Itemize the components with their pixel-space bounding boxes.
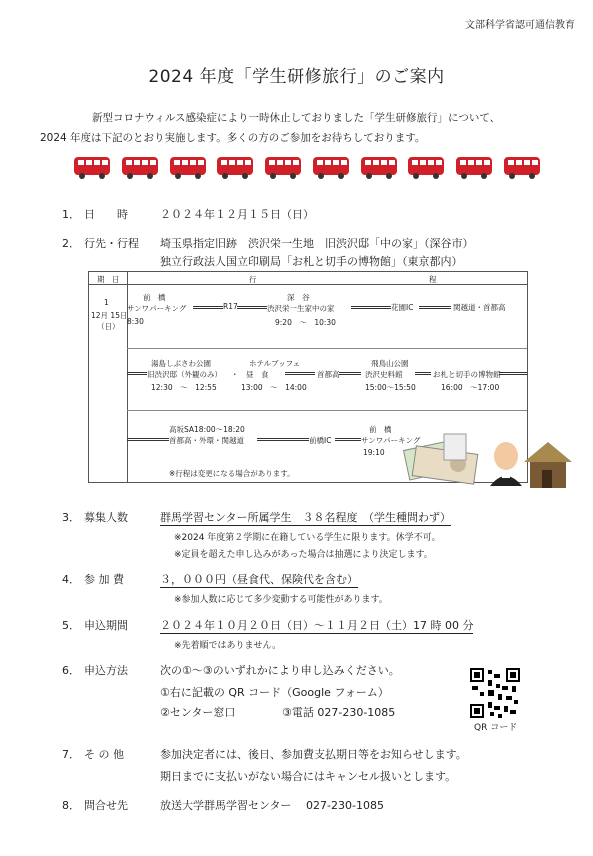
item-route: [62, 235, 474, 251]
bus-icon: [406, 154, 446, 180]
route-segment: [193, 306, 223, 309]
stop-time: 16:00 ～17:00: [441, 383, 500, 392]
rest-stop: 高坂SA18:00～18:20: [169, 425, 245, 434]
item-number: 2．: [62, 237, 80, 250]
road-label: 首都高・外環・関越道: [169, 436, 244, 445]
route-segment: [499, 372, 527, 375]
item-date: [62, 206, 314, 222]
item-number: 7．: [62, 748, 80, 761]
stop-detail: サンワパーキング: [361, 436, 421, 445]
item-fee: [62, 571, 358, 587]
other-line-1: 参加決定者には、後日、参加費支払期日等をお知らせします。: [160, 748, 467, 761]
method-line-3a: ②センター窓口: [160, 706, 236, 719]
route-segment: [237, 306, 267, 309]
method-line-1: 次の①～③のいずれかにより申し込みください。: [160, 664, 400, 677]
route-segment: [127, 438, 169, 441]
intro-line-1: 新型コロナウィルス感染症により一時休止しておりました「学生研修旅行」について、: [92, 112, 501, 124]
intro-text: [40, 108, 560, 148]
stop-name: 湯島しぶさわ公園: [151, 359, 211, 368]
stop-detail: サンワパーキング: [127, 304, 187, 313]
stop-name: 深 谷: [287, 293, 310, 302]
table-divider: [127, 348, 527, 349]
item-number: 3．: [62, 511, 80, 524]
bus-icon: [311, 154, 351, 180]
method-line-2: ①右に記載の QR コード（Google フォーム）: [160, 686, 389, 699]
bus-icon: [359, 154, 399, 180]
stop-time: 8:30: [127, 317, 144, 326]
method-line-3b: ③電話 027-230-1085: [282, 706, 396, 719]
stop-name: ホテルブッフェ: [249, 359, 301, 368]
stop-detail: 渋沢栄一生家中の家: [267, 304, 335, 313]
qr-code-label: QR コード: [474, 723, 518, 733]
bus-icon: [72, 154, 112, 180]
header-date: 期 日: [97, 275, 120, 284]
item-value: ２０２４年１２月１５日（日）: [160, 208, 314, 221]
item-label: 日 時: [84, 208, 128, 221]
item-label: 申込方法: [84, 664, 128, 677]
banknotes-illustration: [400, 430, 488, 490]
table-divider: [127, 410, 527, 411]
stop-time: 19:10: [363, 448, 385, 457]
fee-note: ※参加人数に応じて多少変動する可能性があります。: [174, 595, 388, 605]
route-line-2: 独立行政法人国立印刷局「お札と切手の博物館」（東京都内）: [160, 255, 463, 268]
header-plan-1: 行: [249, 275, 257, 284]
item-label: 募集人数: [84, 511, 128, 524]
stop-detail: ・ 昼 食: [231, 370, 269, 379]
item-method: [62, 662, 400, 678]
itinerary-header: [89, 272, 527, 285]
stop-time: 9:20 ～ 10:30: [275, 318, 336, 327]
item-number: 4．: [62, 573, 80, 586]
item-label: 問合せ先: [84, 799, 128, 812]
organization-label: 文部科学省認可通信教育: [465, 20, 575, 31]
item-value: ２０２４年１０月２０日（日）～１１月２日（土）17 時 00 分: [160, 619, 474, 632]
item-label: 参 加 費: [84, 573, 124, 586]
route-segment: [335, 438, 361, 441]
stop-detail: 渋沢史料館: [365, 370, 403, 379]
item-capacity: [62, 509, 451, 525]
item-number: 6．: [62, 664, 80, 677]
stop-name: 飛鳥山公園: [371, 359, 409, 368]
qr-code-icon[interactable]: [470, 668, 520, 718]
bus-icon: [502, 154, 542, 180]
route-segment: [339, 372, 361, 375]
route-segment: [127, 372, 147, 375]
item-label: 申込期間: [84, 619, 128, 632]
stop-name: 前 橋: [143, 293, 166, 302]
road-label: 前橋IC: [309, 436, 332, 445]
intro-line-2: 2024 年度は下記のとおり実施します。多くの方のご参加をお待ちしております。: [40, 132, 426, 144]
item-value: 放送大学群馬学習センター 027-230-1085: [160, 799, 384, 812]
stop-detail: お札と切手の博物館: [433, 370, 501, 379]
stop-name: 前 橋: [369, 425, 392, 434]
date-number: 1: [104, 298, 109, 307]
item-value: ３，０００円（昼食代、保険代を含む）: [160, 573, 358, 586]
bus-row: [72, 154, 542, 180]
period-note: ※先着順ではありません。: [174, 641, 282, 651]
item-other: [62, 746, 467, 762]
item-label: そ の 他: [84, 748, 124, 761]
route-segment: [257, 438, 309, 441]
route-segment: [419, 306, 451, 309]
bus-icon: [215, 154, 255, 180]
item-label: 行先・行程: [84, 237, 139, 250]
route-line-1: 埼玉県指定旧跡 渋沢栄一生地 旧渋沢邸「中の家」（深谷市）: [160, 237, 474, 250]
item-number: 8．: [62, 799, 80, 812]
stop-time: 15:00～15:50: [365, 383, 416, 392]
bus-icon: [263, 154, 303, 180]
road-label: 関越道・首都高: [453, 303, 506, 312]
item-number: 1．: [62, 208, 80, 221]
itinerary-note: ※行程は変更になる場合があります。: [169, 469, 295, 478]
item-value: 群馬学習センター所属学生 ３８名程度 （学生種問わず）: [160, 511, 452, 524]
item-period: [62, 617, 473, 633]
bus-icon: [120, 154, 160, 180]
item-contact: [62, 797, 384, 813]
other-line-2: 期日までに支払いがない場合にはキャンセル扱いとします。: [160, 770, 457, 783]
date-weekday: （日）: [97, 322, 120, 331]
item-number: 5．: [62, 619, 80, 632]
bus-icon: [454, 154, 494, 180]
road-label: 花園IC: [391, 303, 414, 312]
road-label: R17: [223, 302, 238, 311]
road-label: 首都高: [317, 370, 340, 379]
route-segment: [351, 306, 391, 309]
bus-icon: [168, 154, 208, 180]
route-segment: [285, 372, 315, 375]
stop-time: 12:30 ～ 12:55: [151, 383, 217, 392]
date-month-day: 12月 15日: [91, 311, 128, 320]
house-illustration: [520, 436, 576, 492]
stop-detail: 旧渋沢邸（外観のみ）: [147, 370, 222, 379]
capacity-note-2: ※定員を超えた申し込みがあった場合は抽選により決定します。: [174, 550, 433, 560]
route-segment: [415, 372, 431, 375]
capacity-note-1: ※2024 年度第２学期に在籍している学生に限ります。休学不可。: [174, 533, 441, 543]
stop-time: 13:00 ～ 14:00: [241, 383, 307, 392]
header-plan-2: 程: [429, 275, 437, 284]
page-title: 2024 年度「学生研修旅行」のご案内: [148, 67, 445, 87]
